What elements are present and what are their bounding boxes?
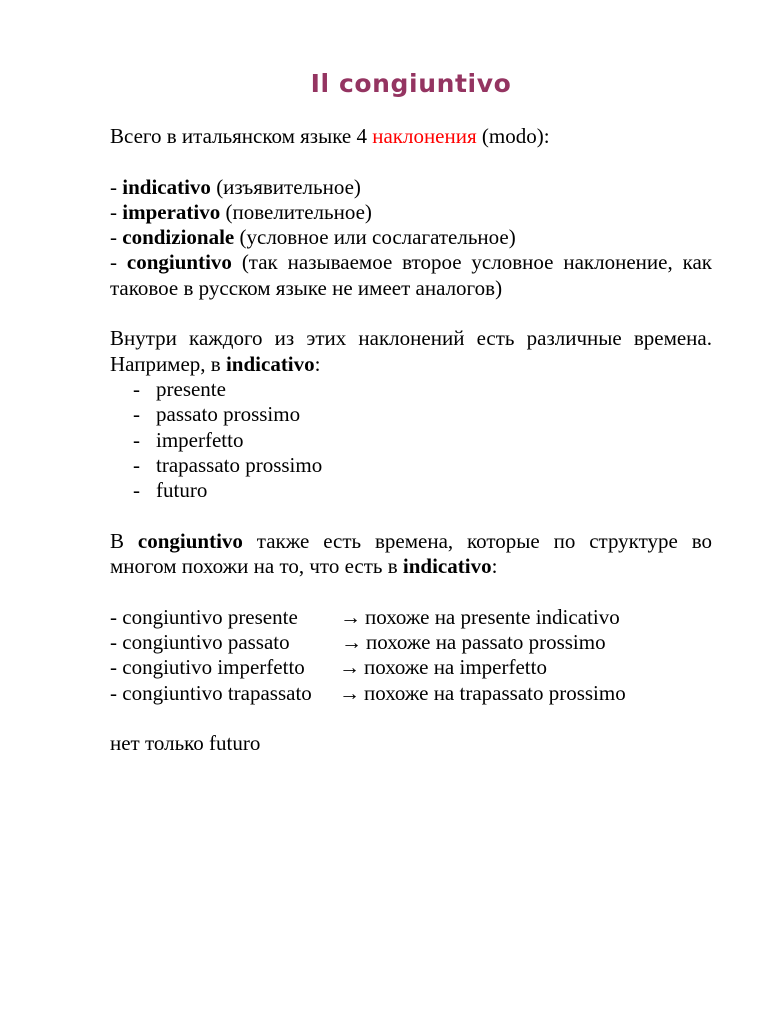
spacer — [110, 301, 712, 326]
tense-name: presente — [156, 376, 226, 401]
comparison-list — [110, 605, 712, 706]
mood-name: imperativo — [122, 199, 221, 224]
list-dash: - — [133, 427, 140, 452]
comparison-left: - congiuntivo trapassato — [110, 680, 312, 705]
intro-paragraph — [110, 124, 712, 149]
list-dash: - — [133, 376, 140, 401]
congiuntivo-intro-suffix: : — [491, 554, 498, 579]
document-page — [110, 66, 712, 756]
comparison-left: - congiutivo imperfetto — [110, 655, 305, 680]
indicativo-tenses-list — [110, 377, 712, 503]
mood-dash: - — [110, 250, 127, 275]
list-item — [110, 428, 712, 453]
tense-name: trapassato prossimo — [156, 452, 323, 477]
moods-list — [110, 175, 712, 301]
document-title: Il congiuntivo — [310, 69, 512, 98]
list-item — [110, 377, 712, 402]
mood-dash: - — [110, 174, 123, 199]
tenses-intro-suffix: : — [314, 351, 321, 376]
congiuntivo-intro-paragraph — [110, 529, 712, 580]
tense-name: passato prossimo — [156, 402, 301, 427]
congiuntivo-intro-bold1: congiuntivo — [137, 528, 243, 553]
mood-desc: (так называемое второе условное наклонение, как таковое в русском языке не имеет аналогов) — [110, 250, 712, 300]
mood-desc: (повелительное) — [220, 199, 372, 224]
comparison-right: похоже на trapassato prossimo — [364, 680, 626, 705]
tenses-intro-bold: indicativo — [225, 351, 315, 376]
arrow-icon: → — [341, 629, 362, 654]
tense-name: imperfetto — [156, 427, 244, 452]
comparison-row — [110, 681, 712, 706]
tenses-intro-text: Внутри каждого из этих наклонений есть различные времена. Например, в — [110, 326, 712, 376]
mood-desc: (условное или сослагательное) — [234, 225, 516, 250]
mood-item — [110, 200, 712, 225]
intro-prefix: Всего в итальянском языке 4 — [110, 124, 373, 148]
comparison-row — [110, 605, 712, 630]
comparison-row — [110, 655, 712, 680]
spacer — [110, 579, 712, 604]
mood-item — [110, 175, 712, 200]
mood-dash: - — [110, 199, 123, 224]
arrow-icon: → — [340, 604, 361, 629]
comparison-row — [110, 630, 712, 655]
spacer — [110, 706, 712, 731]
spacer — [110, 149, 712, 174]
intro-highlight: наклонения — [372, 124, 477, 148]
closing-line: нет только futuro — [110, 731, 261, 756]
congiuntivo-intro-bold2: indicativo — [402, 554, 492, 579]
comparison-right: похоже на presente indicativo — [365, 604, 620, 629]
list-item — [110, 478, 712, 503]
arrow-icon: → — [339, 680, 360, 705]
mood-item — [110, 225, 712, 250]
arrow-icon: → — [339, 655, 360, 680]
mood-dash: - — [110, 225, 123, 250]
comparison-right: похоже на passato prossimo — [366, 629, 606, 654]
comparison-left: - congiuntivo passato — [110, 629, 290, 654]
list-dash: - — [133, 478, 140, 503]
comparison-right: похоже на imperfetto — [364, 655, 547, 680]
mood-desc: (изъявительное) — [210, 174, 361, 199]
tense-name: futuro — [156, 478, 208, 503]
list-dash: - — [133, 402, 140, 427]
mood-item — [110, 250, 712, 301]
tenses-intro-paragraph — [110, 326, 712, 377]
mood-name: indicativo — [122, 174, 211, 199]
mood-name: condizionale — [122, 225, 235, 250]
mood-name: congiuntivo — [126, 250, 232, 275]
list-dash: - — [133, 452, 140, 477]
congiuntivo-intro-middle: также есть времена, которые по структуре во многом похожи на то, что есть в — [110, 528, 712, 579]
comparison-left: - congiuntivo presente — [110, 604, 298, 629]
list-item — [110, 453, 712, 478]
list-item — [110, 402, 712, 427]
spacer — [110, 503, 712, 528]
intro-suffix: (modo): — [476, 124, 550, 148]
congiuntivo-intro-prefix: В — [110, 528, 138, 553]
